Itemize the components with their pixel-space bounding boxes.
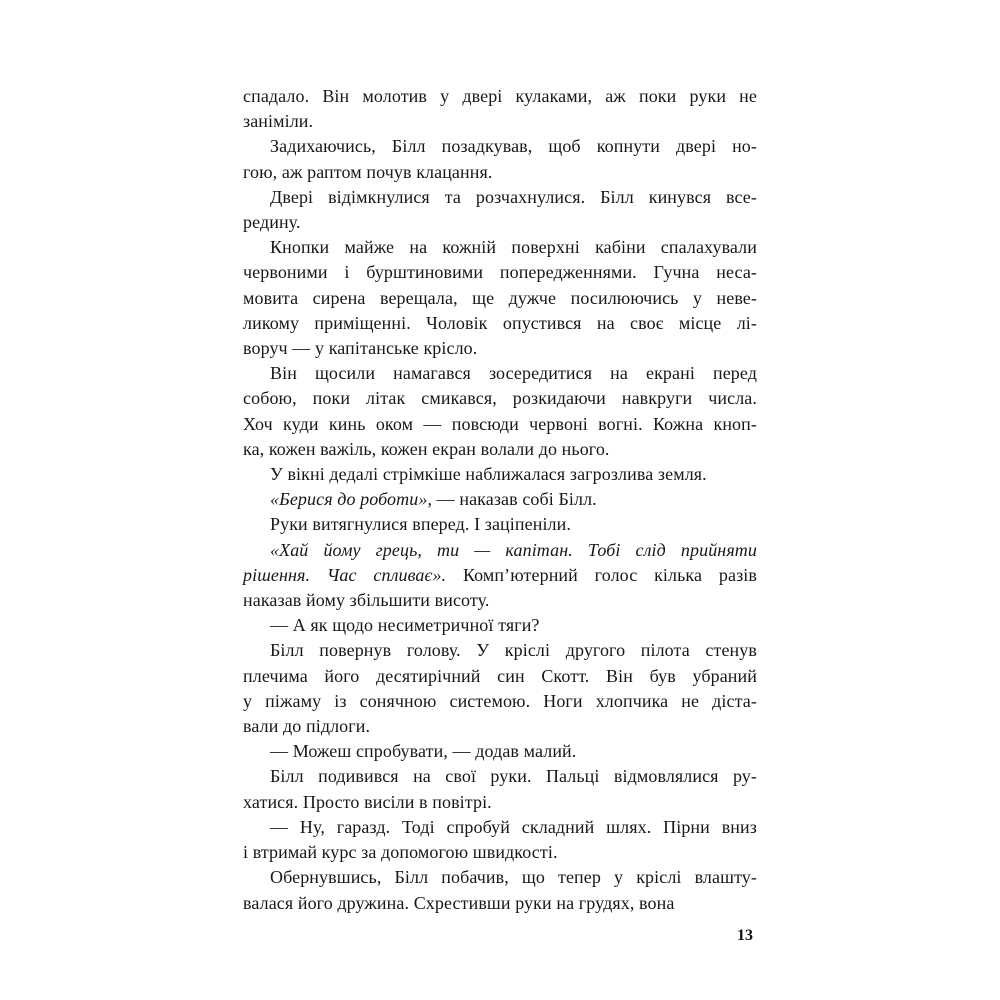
text-line <box>243 311 757 336</box>
text-segment: хатися. Просто висіли в повітрі. <box>243 791 492 812</box>
text-segment: ка, кожен важіль, кожен екран волали до нього. <box>243 438 610 459</box>
text-line <box>243 386 757 411</box>
text-line <box>243 739 757 764</box>
text-segment: собою, поки літак смикався, розкидаючи навкруги числа. <box>243 388 757 409</box>
text-segment: заніміли. <box>243 111 314 132</box>
text-block <box>243 84 757 916</box>
text-line <box>243 462 757 487</box>
text-segment: Білл подивився на свої руки. Пальці відмовлялися ру- <box>270 766 757 787</box>
text-segment: — А як щодо несиметричної тяги? <box>270 615 540 636</box>
text-line <box>243 336 757 361</box>
text-line <box>243 134 757 159</box>
text-line <box>243 185 757 210</box>
text-line <box>243 891 757 916</box>
text-segment: у піжаму із сонячною системою. Ноги хлопчика не діста- <box>243 690 757 711</box>
text-line <box>243 840 757 865</box>
page-number: 13 <box>737 927 753 944</box>
text-line <box>243 109 757 134</box>
text-segment: Задихаючись, Білл позадкував, щоб копнути двері но- <box>270 136 757 157</box>
text-segment: ликому приміщенні. Чоловік опустився на своє місце лі- <box>243 312 757 333</box>
text-line <box>243 487 757 512</box>
text-segment: — Ну, гаразд. Тоді спробуй складний шлях. Пірни вниз <box>270 816 757 837</box>
text-line <box>243 538 757 563</box>
text-line <box>243 512 757 537</box>
text-segment: плечима його десятирічний син Скотт. Він був убраний <box>243 665 757 686</box>
text-line <box>243 664 757 689</box>
text-segment: «Хай йому грець, ти — капітан. Тобі слід прийняти <box>270 539 757 560</box>
text-segment: і втримай курс за допомогою швидкості. <box>243 842 558 863</box>
text-line <box>243 160 757 185</box>
text-segment: Обернувшись, Білл побачив, що тепер у кріслі влашту- <box>270 867 757 888</box>
text-segment: рішення. Час спливає». <box>243 564 447 585</box>
text-line <box>243 790 757 815</box>
text-line <box>243 689 757 714</box>
text-segment: Він щосили намагався зосередитися на екрані перед <box>270 363 757 384</box>
text-segment: редину. <box>243 212 301 233</box>
text-segment: Хоч куди кинь оком — повсюди червоні вогні. Кожна кноп- <box>243 413 757 434</box>
text-line <box>243 638 757 663</box>
text-line <box>243 437 757 462</box>
text-line <box>243 210 757 235</box>
text-segment: Білл повернув голову. У кріслі другого пілота стенув <box>270 640 757 661</box>
text-line <box>243 865 757 890</box>
text-line <box>243 588 757 613</box>
text-segment: Руки витягнулися вперед. І заціпеніли. <box>270 514 571 535</box>
text-segment: , — наказав собі Білл. <box>427 489 597 510</box>
text-segment: наказав йому збільшити висоту. <box>243 590 490 611</box>
text-segment: вали до підлоги. <box>243 716 371 737</box>
text-segment: Комп’ютерний голос кілька разів <box>446 564 757 585</box>
text-segment: «Берися до роботи» <box>270 489 428 510</box>
text-line <box>243 714 757 739</box>
text-segment: воруч — у капітанське крісло. <box>243 338 478 359</box>
text-segment: мовита сирена верещала, ще дужче посилюючись у неве- <box>243 287 757 308</box>
text-line <box>243 361 757 386</box>
text-line <box>243 260 757 285</box>
text-segment: — Можеш спробувати, — додав малий. <box>270 741 577 762</box>
text-line <box>243 815 757 840</box>
text-segment: У вікні дедалі стрімкіше наближалася загрозлива земля. <box>270 464 707 485</box>
text-line <box>243 764 757 789</box>
text-segment: спадало. Він молотив у двері кулаками, аж поки руки не <box>243 86 757 106</box>
text-line <box>243 84 757 109</box>
text-segment: Кнопки майже на кожній поверхні кабіни спалахували <box>270 237 757 258</box>
text-line <box>243 412 757 437</box>
text-segment: Двері відімкнулися та розчахнулися. Білл кинувся все- <box>270 186 757 207</box>
text-segment: гою, аж раптом почув клацання. <box>243 161 493 182</box>
text-line <box>243 613 757 638</box>
text-line <box>243 235 757 260</box>
text-segment: валася його дружина. Схрестивши руки на грудях, вона <box>243 892 675 913</box>
text-line <box>243 563 757 588</box>
text-segment: червоними і бурштиновими попередженнями. Гучна неса- <box>243 262 757 283</box>
text-line <box>243 286 757 311</box>
